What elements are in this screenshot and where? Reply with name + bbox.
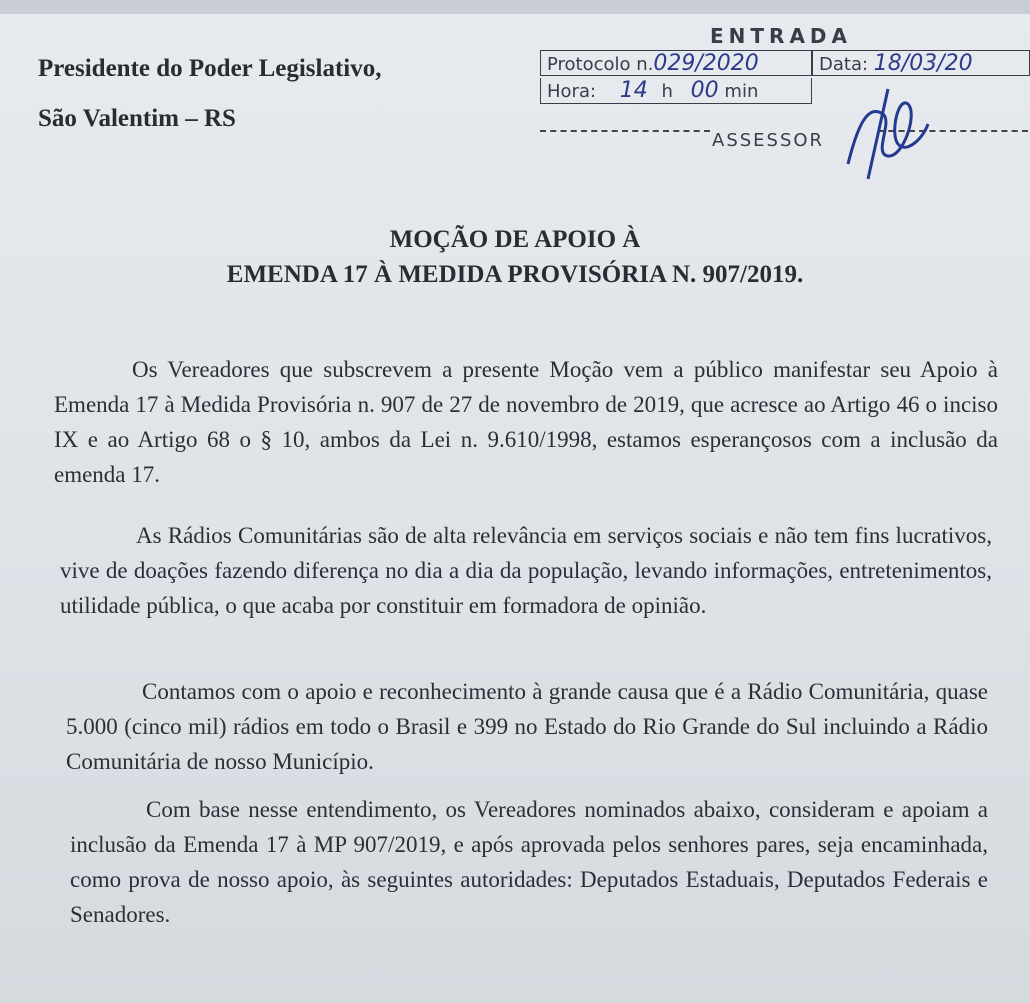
entry-stamp <box>538 24 1030 164</box>
hour-label: h <box>661 81 673 102</box>
title-line1: MOÇÃO DE APOIO À <box>389 226 641 253</box>
title-line2: EMENDA 17 À MEDIDA PROVISÓRIA N. 907/2019. <box>226 261 804 288</box>
paragraph-1: Os Vereadores que subscrevem a presente Moção vem a público manifestar seu Apoio à Emenda 17 à Medida Provisória n. 907 de 27 de novembro de 2019, que acresce ao Artigo 46 o inciso IX e ao Artigo 68 o § 10, ambos da Lei n. 9.610/1998, estamos esperançosos com a inclusão da emenda 17. <box>54 357 998 487</box>
addressee-line2: São Valentim – RS <box>38 105 236 132</box>
stamp-dashed-line <box>540 130 710 132</box>
data-label: Data: <box>819 54 869 75</box>
minute-label: min <box>724 81 759 102</box>
data-value: 18/03/20 <box>873 51 973 76</box>
top-edge <box>0 0 1030 14</box>
protocolo-value: 029/2020 <box>653 51 759 76</box>
stamp-hora <box>540 78 812 104</box>
minute-value: 00 <box>690 78 719 103</box>
assessor-label: ASSESSOR <box>712 130 825 151</box>
stamp-protocolo <box>540 50 812 76</box>
hora-value: 14 <box>619 78 648 103</box>
addressee-line1: Presidente do Poder Legislativo, <box>38 55 382 82</box>
hora-label: Hora: <box>547 81 597 102</box>
addressee <box>38 44 382 144</box>
stamp-title: ENTRADA <box>710 24 853 48</box>
protocolo-label: Protocolo n. <box>547 54 654 75</box>
stamp-data <box>812 50 1030 76</box>
paragraph-3: Contamos com o apoio e reconhecimento à grande causa que é a Rádio Comunitária, quase 5.000 (cinco mil) rádios em todo o Brasil e 399 no Estado do Rio Grande do Sul incluindo a Rádio Comunitária de nosso Município. <box>66 679 988 774</box>
paragraph-2: As Rádios Comunitárias são de alta relevância em serviços sociais e não tem fins lucrativos, vive de doações fazendo diferença no dia a dia da população, levando informações, entretenimentos, utilidade pública, o que acaba por constituir em formadora de opinião. <box>60 523 992 618</box>
signature-icon <box>828 84 948 184</box>
paragraph-4: Com base nesse entendimento, os Vereadores nominados abaixo, consideram e apoiam a inclusão da Emenda 17 à MP 907/2019, e após aprovada pelos senhores pares, seja encaminhada, como prova de nosso apoio, às seguintes autoridades: Deputados Estaduais, Deputados Federais e Senadores. <box>70 797 988 927</box>
